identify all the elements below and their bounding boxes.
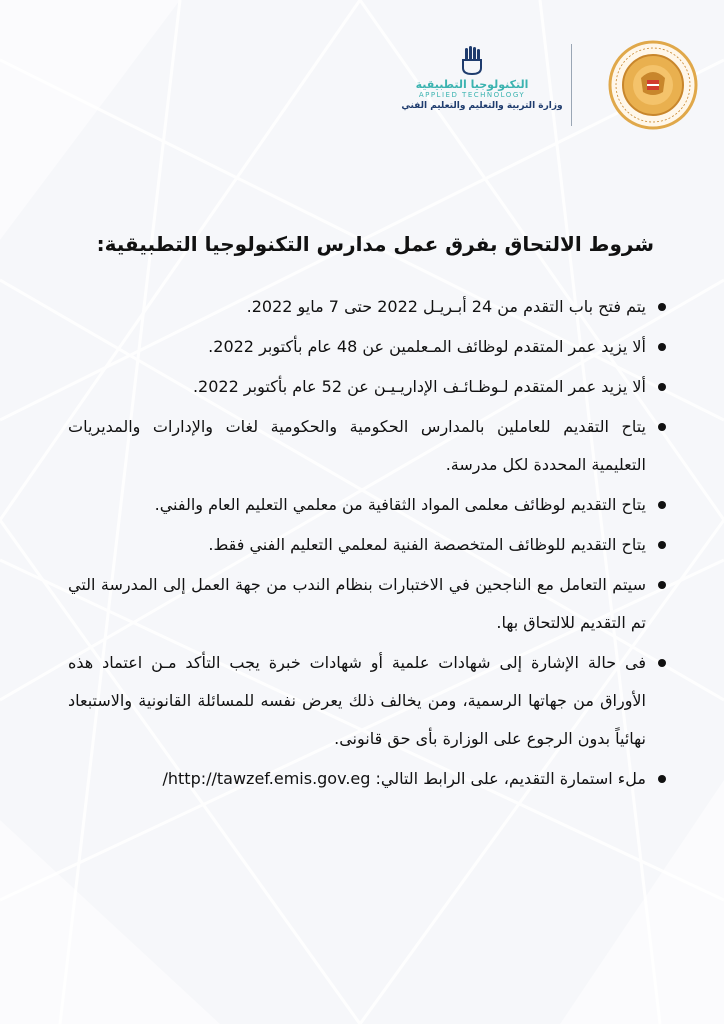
bullet-icon bbox=[658, 423, 666, 431]
list-item bbox=[68, 368, 668, 406]
conditions-list bbox=[68, 288, 668, 800]
ministry-seal-logo bbox=[608, 40, 698, 130]
list-item-text: يتاح التقديم للعاملين بالمدارس الحكومية والحكومية لغات والإدارات والمديريات التعليمية المحددة لكل مدرسة. bbox=[68, 417, 646, 474]
bullet-icon bbox=[658, 541, 666, 549]
bullet-icon bbox=[658, 775, 666, 783]
bullet-icon bbox=[658, 501, 666, 509]
list-item bbox=[68, 486, 668, 524]
list-item bbox=[68, 760, 668, 798]
list-item-text: ألا يزيد عمر المتقدم لـوظـائـف الإداريـيـن عن 52 عام بأكتوبر 2022. bbox=[192, 377, 646, 396]
list-item-text: فى حالة الإشارة إلى شهادات علمية أو شهادات خبرة يجب التأكد مـن اعتماد هذه الأوراق من جهاتها الرسمية، ومن يخالف ذلك يعرض نفسه للمسائلة القانونية والاستبعاد نهائياً بدون الرجوع على الوزارة بأى حق قانونى. bbox=[68, 653, 646, 748]
applied-technology-logo bbox=[392, 46, 563, 126]
list-item bbox=[68, 566, 668, 642]
bullet-icon bbox=[658, 581, 666, 589]
bullet-icon bbox=[658, 303, 666, 311]
header bbox=[258, 40, 698, 132]
list-item-text: ملء استمارة التقديم، على الرابط التالي: http://tawzef.emis.gov.eg/ bbox=[162, 769, 646, 788]
list-item-text: يتاح التقديم للوظائف المتخصصة الفنية لمعلمي التعليم الفني فقط. bbox=[208, 535, 646, 554]
list-item bbox=[68, 328, 668, 366]
list-item-text: يتاح التقديم لوظائف معلمى المواد الثقافية من معلمي التعليم العام والفني. bbox=[154, 495, 646, 514]
list-item bbox=[68, 408, 668, 484]
list-item-text: يتم فتح باب التقدم من 24 أبـريـل 2022 حتى 7 مايو 2022. bbox=[246, 297, 646, 316]
list-item bbox=[68, 526, 668, 564]
list-item bbox=[68, 288, 668, 326]
bullet-icon bbox=[658, 659, 666, 667]
list-item bbox=[68, 644, 668, 758]
ministry-name: وزارة التربية والتعليم والتعليم الفني bbox=[401, 101, 563, 111]
bullet-icon bbox=[658, 383, 666, 391]
logo-text-arabic: التكنولوجيا التطبيقية bbox=[415, 78, 529, 91]
page-title: شروط الالتحاق بفرق عمل مدارس التكنولوجيا التطبيقية: bbox=[96, 232, 654, 256]
header-divider bbox=[571, 44, 572, 126]
list-item-text: ألا يزيد عمر المتقدم لوظائف المـعلمين عن 48 عام بأكتوبر 2022. bbox=[208, 337, 646, 356]
list-item-text: سيتم التعامل مع الناجحين في الاختبارات بنظام الندب من جهة العمل إلى المدرسة التي تم التقديم للالتحاق بها. bbox=[68, 575, 646, 632]
hand-icon bbox=[459, 46, 485, 76]
bullet-icon bbox=[658, 343, 666, 351]
logo-text-english: APPLIED TECHNOLOGY bbox=[418, 91, 526, 99]
